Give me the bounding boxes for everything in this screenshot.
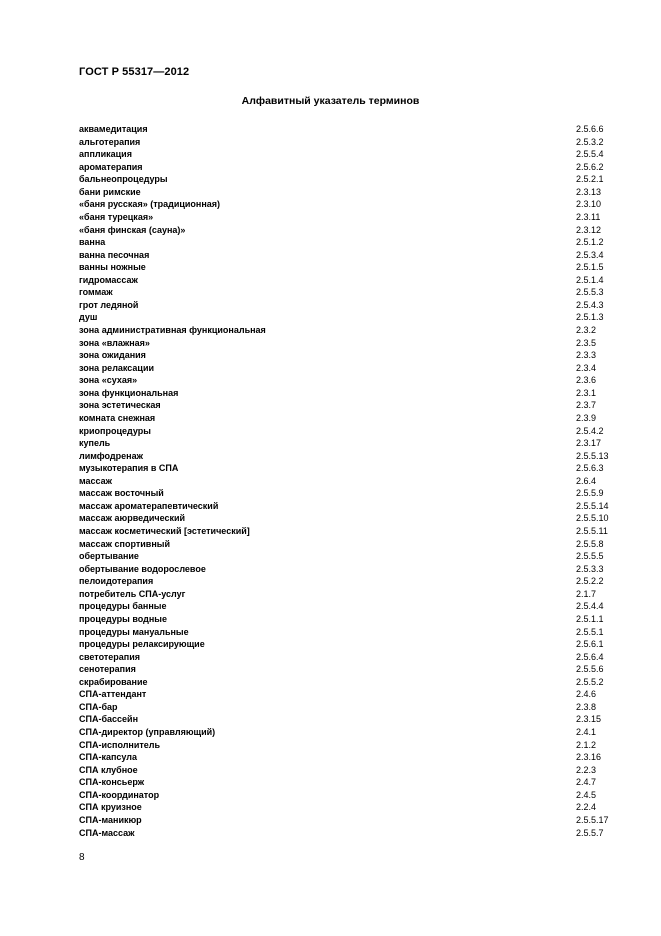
term-name: альготерапия [79, 136, 141, 147]
term-name: СПА-директор (управляющий) [79, 727, 216, 737]
term-reference: 2.5.3.3 [576, 563, 604, 574]
index-entry [79, 173, 639, 186]
term-reference: 2.3.1 [576, 387, 597, 398]
term-name: пелоидотерапия [79, 576, 154, 587]
index-entry [79, 512, 639, 525]
index-entry [79, 211, 639, 224]
term-reference: 2.5.6.4 [576, 651, 604, 662]
page-number: 8 [79, 852, 85, 863]
term-name: СПА-консьерж [79, 777, 145, 788]
term-reference: 2.3.15 [576, 714, 602, 725]
term-name: аквамедитация [79, 124, 148, 134]
term-name: массаж аюрведический [79, 513, 186, 524]
term-reference: 2.5.5.4 [576, 149, 604, 160]
index-entry [79, 739, 639, 752]
index-entry [79, 261, 639, 274]
term-name: гидромассаж [79, 274, 138, 285]
index-entry [79, 676, 639, 689]
term-reference: 2.3.13 [576, 186, 602, 197]
index-entry [79, 475, 639, 488]
term-reference: 2.3.4 [576, 362, 597, 373]
term-name: «баня турецкая» [79, 211, 154, 222]
index-entry [79, 286, 639, 299]
index-entry [79, 349, 639, 362]
term-name: лимфодренаж [79, 450, 143, 461]
index-entry [79, 425, 639, 438]
index-entry [79, 299, 639, 312]
term-name: зона административная функциональная [79, 325, 266, 335]
index-entry [79, 324, 639, 337]
term-name: музыкотерапия в СПА [79, 463, 179, 474]
term-reference: 2.3.7 [576, 400, 597, 411]
index-entry [79, 123, 639, 136]
index-entry [79, 776, 639, 789]
term-name: массаж ароматерапевтический [79, 500, 219, 511]
index-entry [79, 726, 639, 739]
term-reference: 2.5.5.9 [576, 488, 604, 499]
index-entry [79, 600, 639, 613]
index-entry [79, 161, 639, 174]
term-name: СПА круизное [79, 802, 142, 813]
term-name: душ [79, 312, 98, 323]
index-entry [79, 224, 639, 237]
term-name: комната снежная [79, 412, 156, 423]
term-reference: 2.5.4.3 [576, 299, 604, 310]
term-name: ванна [79, 237, 106, 248]
index-entry [79, 538, 639, 551]
term-name: ванна песочная [79, 249, 150, 260]
term-name: СПА-аттендант [79, 689, 147, 700]
term-reference: 2.3.9 [576, 412, 597, 423]
term-reference: 2.5.6.2 [576, 161, 604, 172]
index-entry [79, 374, 639, 387]
term-reference: 2.5.3.2 [576, 136, 604, 147]
index-entry [79, 550, 639, 563]
term-name: криопроцедуры [79, 425, 151, 436]
term-name: массаж восточный [79, 488, 164, 499]
term-name: СПА клубное [79, 764, 138, 775]
term-name: обертывание водорослевое [79, 563, 206, 574]
term-reference: 2.3.5 [576, 337, 597, 348]
term-name: зона «сухая» [79, 375, 138, 386]
term-name: купель [79, 438, 111, 449]
term-reference: 2.5.5.3 [576, 287, 604, 298]
index-entry [79, 399, 639, 412]
term-reference: 2.5.4.4 [576, 601, 604, 612]
index-entry [79, 651, 639, 664]
term-reference: 2.3.6 [576, 375, 597, 386]
index-entry [79, 198, 639, 211]
term-name: массаж спортивный [79, 538, 170, 549]
term-reference: 2.4.1 [576, 727, 597, 737]
index-entry [79, 311, 639, 324]
index-entry [79, 563, 639, 576]
term-reference: 2.3.10 [576, 199, 602, 210]
index-entry [79, 487, 639, 500]
term-reference: 2.5.6.6 [576, 124, 604, 134]
term-reference: 2.3.2 [576, 325, 597, 335]
term-name: обертывание [79, 551, 139, 562]
index-entry [79, 827, 639, 840]
term-reference: 2.2.3 [576, 764, 597, 775]
term-reference: 2.5.5.13 [576, 450, 609, 461]
term-reference: 2.1.2 [576, 739, 597, 750]
term-reference: 2.4.7 [576, 777, 597, 788]
term-name: зона функциональная [79, 387, 179, 398]
term-name: светотерапия [79, 651, 141, 662]
term-name: процедуры релаксирующие [79, 639, 205, 650]
term-name: процедуры водные [79, 613, 167, 624]
term-reference: 2.5.3.4 [576, 249, 604, 260]
term-name: СПА-массаж [79, 827, 135, 838]
term-reference: 2.5.4.2 [576, 425, 604, 436]
term-reference: 2.5.1.3 [576, 312, 604, 323]
term-name: СПА-бассейн [79, 714, 139, 725]
term-reference: 2.3.12 [576, 224, 602, 235]
term-name: СПА-маникюр [79, 814, 142, 825]
index-entry [79, 701, 639, 714]
term-reference: 2.5.1.4 [576, 274, 604, 285]
index-entry [79, 136, 639, 149]
index-entry [79, 764, 639, 777]
index-entry [79, 626, 639, 639]
index-entry [79, 789, 639, 802]
term-reference: 2.5.5.6 [576, 664, 604, 675]
index-entry [79, 525, 639, 538]
term-reference: 2.5.5.14 [576, 500, 609, 511]
term-reference: 2.1.7 [576, 588, 597, 599]
term-reference: 2.5.2.2 [576, 576, 604, 587]
index-entry [79, 387, 639, 400]
index-entry [79, 186, 639, 199]
index-entry [79, 148, 639, 161]
term-reference: 2.5.1.5 [576, 262, 604, 273]
term-reference: 2.5.1.1 [576, 613, 604, 624]
term-reference: 2.5.5.1 [576, 626, 604, 637]
term-name: ванны ножные [79, 262, 146, 273]
term-reference: 2.5.6.3 [576, 463, 604, 474]
term-reference: 2.3.3 [576, 350, 597, 361]
term-reference: 2.5.5.11 [576, 526, 608, 536]
term-reference: 2.3.16 [576, 752, 602, 763]
term-reference: 2.5.5.2 [576, 676, 604, 687]
term-reference: 2.5.5.17 [576, 814, 609, 825]
term-name: СПА-капсула [79, 752, 138, 763]
index-entry [79, 500, 639, 513]
term-index-list [79, 123, 639, 839]
term-name: массаж [79, 475, 113, 486]
term-reference: 2.5.5.7 [576, 827, 604, 838]
term-name: потребитель СПА-услуг [79, 588, 186, 599]
document-code: ГОСТ Р 55317—2012 [79, 66, 190, 78]
term-name: аппликация [79, 149, 132, 160]
term-reference: 2.5.1.2 [576, 237, 604, 248]
term-reference: 2.5.5.5 [576, 551, 604, 562]
term-reference: 2.5.6.1 [576, 639, 604, 650]
index-entry [79, 613, 639, 626]
term-name: массаж косметический [эстетический] [79, 526, 250, 536]
term-reference: 2.4.6 [576, 689, 597, 700]
term-name: ароматерапия [79, 161, 143, 172]
term-reference: 2.6.4 [576, 475, 597, 486]
term-name: бани римские [79, 186, 141, 197]
index-entry [79, 337, 639, 350]
index-entry [79, 638, 639, 651]
index-entry [79, 663, 639, 676]
term-name: зона релаксации [79, 362, 155, 373]
term-reference: 2.5.2.1 [576, 174, 604, 185]
term-name: «баня финская (сауна)» [79, 224, 186, 235]
term-reference: 2.3.11 [576, 211, 601, 222]
index-entry [79, 588, 639, 601]
term-reference: 2.5.5.10 [576, 513, 609, 524]
index-entry [79, 688, 639, 701]
index-entry [79, 249, 639, 262]
term-name: СПА-исполнитель [79, 739, 161, 750]
index-entry [79, 713, 639, 726]
index-entry [79, 751, 639, 764]
term-name: сенотерапия [79, 664, 136, 675]
term-name: процедуры банные [79, 601, 167, 612]
term-name: зона ожидания [79, 350, 146, 361]
index-entry [79, 814, 639, 827]
term-reference: 2.4.5 [576, 789, 597, 800]
term-name: грот ледяной [79, 299, 139, 310]
term-name: СПА-бар [79, 701, 118, 712]
term-name: бальнеопроцедуры [79, 174, 168, 185]
index-entry [79, 362, 639, 375]
index-entry [79, 450, 639, 463]
term-reference: 2.3.17 [576, 438, 602, 449]
term-name: процедуры мануальные [79, 626, 189, 637]
term-name: зона эстетическая [79, 400, 161, 411]
term-name: гоммаж [79, 287, 113, 298]
term-name: зона «влажная» [79, 337, 150, 348]
index-entry [79, 236, 639, 249]
index-entry [79, 801, 639, 814]
index-entry [79, 437, 639, 450]
index-entry [79, 412, 639, 425]
term-name: скрабирование [79, 676, 148, 687]
index-title: Алфавитный указатель терминов [241, 95, 420, 107]
term-name: СПА-координатор [79, 789, 160, 800]
index-entry [79, 462, 639, 475]
index-entry [79, 575, 639, 588]
term-reference: 2.5.5.8 [576, 538, 604, 549]
term-name: «баня русская» (традиционная) [79, 199, 221, 210]
index-entry [79, 274, 639, 287]
term-reference: 2.2.4 [576, 802, 597, 813]
term-reference: 2.3.8 [576, 701, 597, 712]
